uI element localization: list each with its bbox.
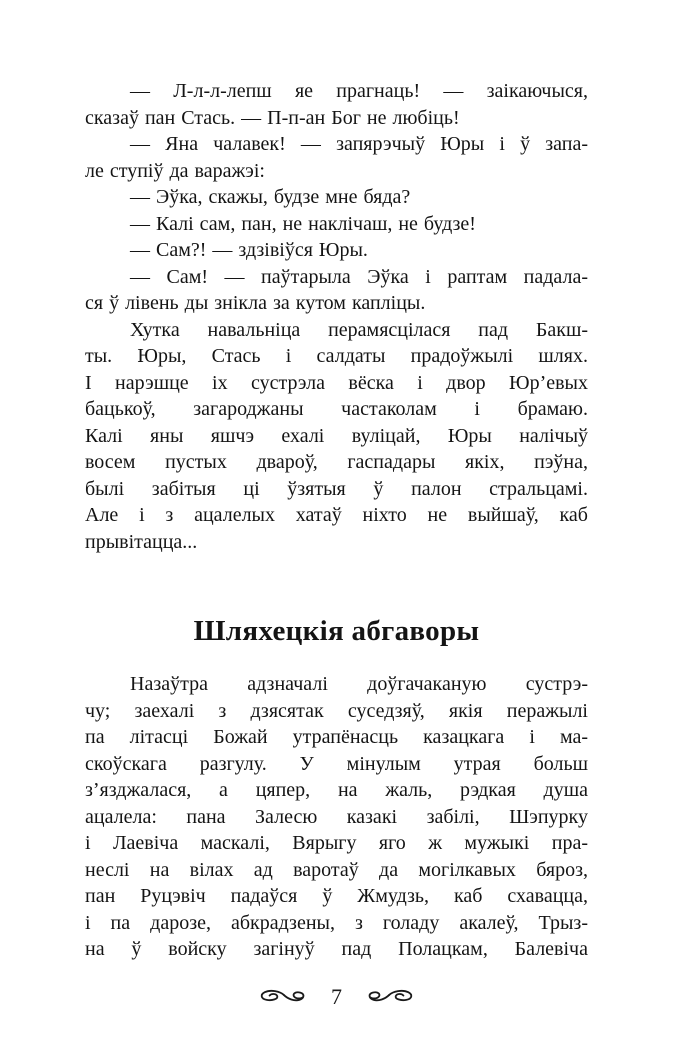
text-line: на ў войску загінуў пад Полацкам, Балевіча	[85, 938, 588, 960]
text-line: прывітацца...	[85, 530, 198, 553]
text-line: — Сам?! — здзівіўся Юры.	[130, 239, 368, 261]
paragraph	[85, 78, 588, 131]
text-line: і па дарозе, абкрадзены, з голаду акалеў, Трыз-	[85, 911, 588, 934]
text-line: Калі яны яшчэ ехалі вуліцай, Юры налічыў	[85, 424, 588, 447]
text-line: ацалела: пана Залесю казакі забілі, Шэпурку	[85, 805, 588, 828]
text-line: чу; заехалі з дзясятак суседзяў, якія перажылі	[85, 699, 588, 722]
text-line: восем пустых двароў, гаспадары якіх, пэўна,	[85, 451, 588, 473]
paragraph	[85, 317, 588, 556]
text-line: Хутка навальніца перамясцілася пад Бакш-	[130, 318, 588, 341]
text-line: скоўскага разгулу. У мінулым утрая больш	[85, 752, 588, 775]
text-line: ле ступіў да варажэі:	[85, 159, 265, 182]
footer-ornament-left-icon	[259, 988, 307, 1006]
text-line: — Л-л-л-лепш яе прагнаць! — заікаючыся,	[130, 80, 588, 102]
paragraph	[85, 184, 588, 211]
text-line: Назаўтра адзначалі доўгачаканую сустрэ-	[130, 673, 588, 695]
text-line: — Сам! — паўтарыла Эўка і раптам падала-	[130, 265, 588, 288]
footer-ornament-right-icon	[366, 988, 414, 1006]
page-number: 7	[331, 983, 342, 1009]
text-line: па літасці Божай утрапёнасць казацкага і ма-	[85, 726, 588, 748]
text-line: былі забітыя ці ўзятыя ў палон стральцамі.	[85, 477, 588, 500]
paragraph	[85, 671, 588, 963]
text-line: — Калі сам, пан, не наклічаш, не будзе!	[130, 212, 476, 235]
text-line: — Эўка, скажы, будзе мне бяда?	[130, 186, 411, 208]
text-line: І нарэшце іх сустрэла вёска і двор Юр’евых	[85, 371, 588, 394]
text-block-chapter-start	[85, 671, 588, 963]
text-line: Але і з ацалелых хатаў ніхто не выйшаў, каб	[85, 504, 588, 526]
paragraph	[85, 264, 588, 317]
chapter-heading: Шляхецкія абгаворы	[193, 615, 480, 647]
text-line: ся ў лівень ды знікла за кутом капліцы.	[85, 292, 426, 314]
page-footer	[85, 984, 588, 1010]
text-line: неслі на вілах ад варотаў да могілкавых бяроз,	[85, 858, 588, 881]
text-line: бацькоў, загароджаны частаколам і брамаю.	[85, 398, 588, 420]
text-line: сказаў пан Стась. — П-п-ан Бог не любіць!	[85, 106, 460, 129]
text-line: з’язджалася, а цяпер, на жаль, рэдкая душа	[85, 779, 588, 801]
text-block-top	[85, 78, 588, 555]
paragraph	[85, 211, 588, 238]
text-line: ты. Юры, Стась і салдаты прадоўжылі шлях.	[85, 345, 588, 367]
paragraph	[85, 237, 588, 264]
paragraph	[85, 131, 588, 184]
text-line: — Яна чалавек! — запярэчыў Юры і ў запа-	[130, 133, 588, 155]
text-line: і Лаевіча маскалі, Вярыгу яго ж мужыкі пра-	[85, 832, 588, 854]
text-line: пан Руцэвіч падаўся ў Жмудзь, каб схавацца,	[85, 885, 588, 907]
